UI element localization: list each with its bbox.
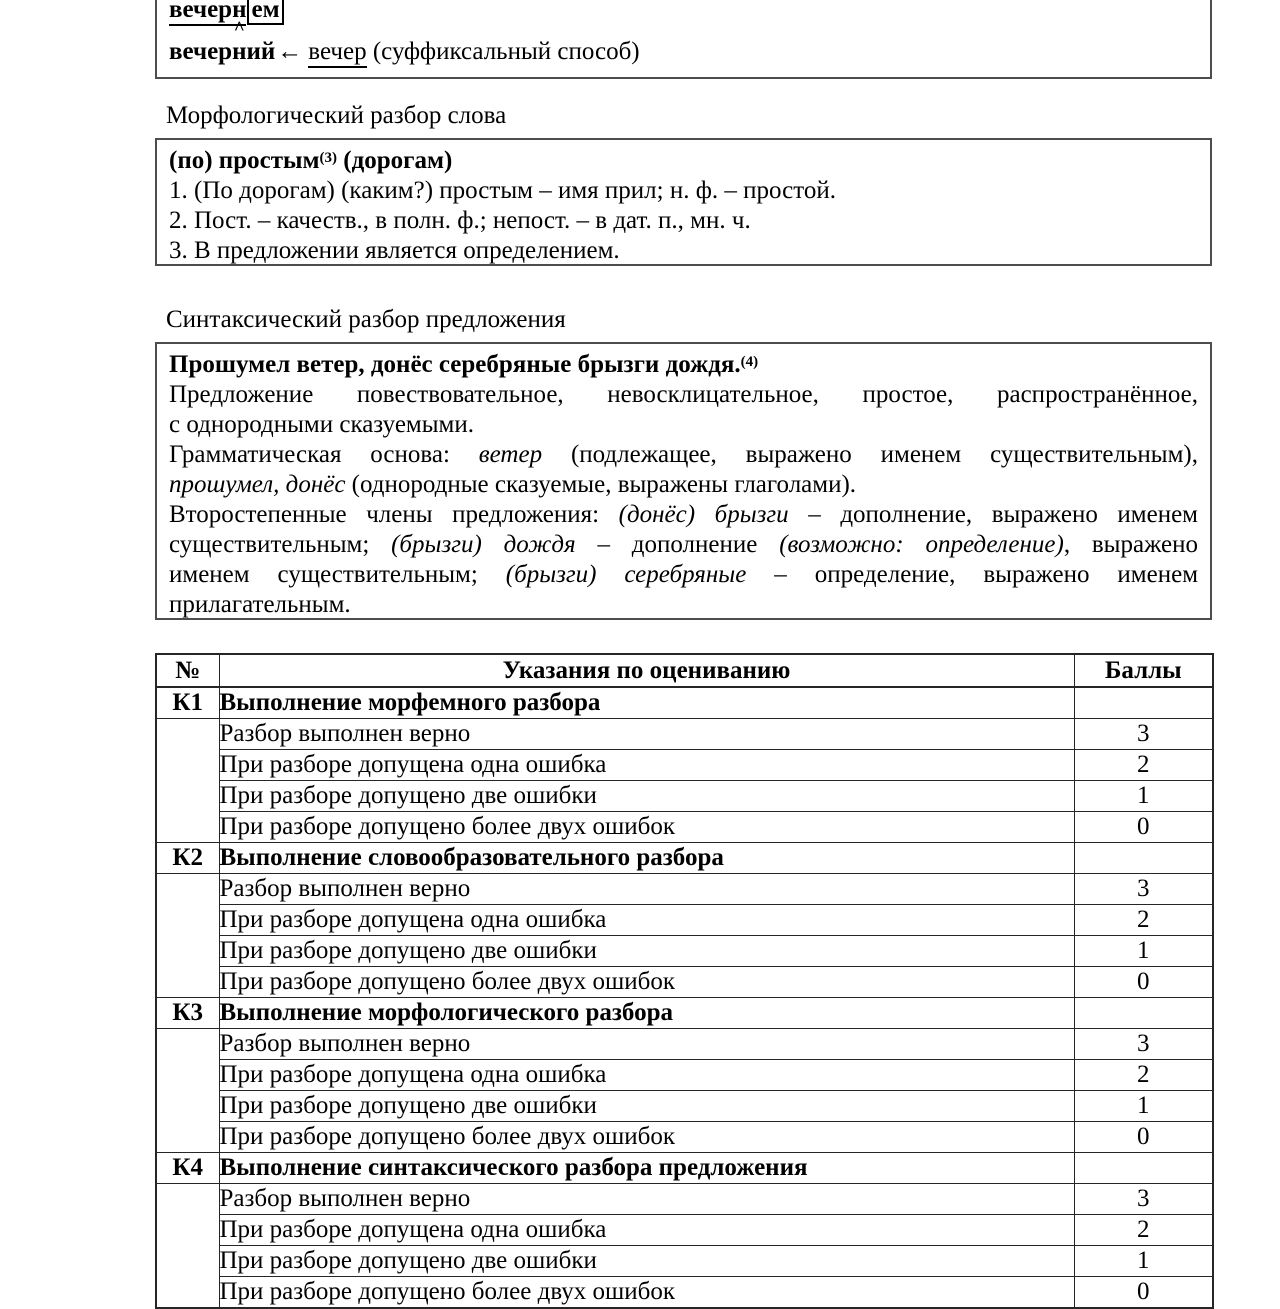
syntax-analysis-box	[155, 342, 1212, 620]
criterion-title-cell: Выполнение синтаксического разбора предложения	[219, 1153, 1074, 1184]
score-desc-cell: Разбор выполнен верно	[219, 719, 1074, 750]
criterion-id-spacer	[156, 1029, 219, 1153]
score-desc-cell: При разборе допущено более двух ошибок	[219, 1122, 1074, 1153]
table-row	[156, 1122, 1213, 1153]
criterion-id-spacer	[156, 1184, 219, 1309]
table-row	[156, 1060, 1213, 1091]
table-row	[156, 967, 1213, 998]
col-header-criteria: Указания по оцениванию	[219, 654, 1074, 687]
criterion-id-spacer	[156, 719, 219, 843]
table-row	[156, 874, 1213, 905]
derived-word-start: вечер	[169, 38, 233, 65]
table-row	[156, 1215, 1213, 1246]
derivation-method: (суффиксальный способ)	[372, 38, 640, 65]
criterion-id-cell: К4	[156, 1153, 219, 1184]
word-stem-underlined: вечерн	[169, 0, 246, 26]
left-arrow-icon: ←	[277, 38, 303, 65]
derived-word-end: ий	[246, 38, 276, 65]
morph-item-2: 2. Пост. – качеств., в полн. ф.; непост. – в дат. п., мн. ч.	[169, 207, 751, 234]
criterion-k3-row	[156, 998, 1213, 1029]
score-desc-cell: При разборе допущено более двух ошибок	[219, 812, 1074, 843]
criterion-points-cell	[1074, 1153, 1213, 1184]
morph-item-1: 1. (По дорогам) (каким?) простым – имя прил; н. ф. – простой.	[169, 177, 836, 204]
score-desc-cell: При разборе допущена одна ошибка	[219, 1060, 1074, 1091]
parsed-sentence: Прошумел ветер, донёс серебряные брызги дождя.$^{(4)}$	[169, 351, 759, 378]
morph-item-3: 3. В предложении является определением.	[169, 237, 620, 264]
criterion-id-cell: К2	[156, 843, 219, 874]
score-desc-cell: При разборе допущено две ошибки	[219, 781, 1074, 812]
score-points-cell: 2	[1074, 1060, 1213, 1091]
table-row	[156, 719, 1213, 750]
analyzed-word	[169, 0, 1198, 23]
score-desc-cell: При разборе допущена одна ошибка	[219, 1215, 1074, 1246]
word-number-superscript: (3)	[319, 150, 338, 166]
score-points-cell: 3	[1074, 1184, 1213, 1215]
syntax-line-5: Второстепенные члены предложения: (донёс) брызги – дополнение, выражено именем	[169, 501, 1199, 528]
score-points-cell: 3	[1074, 874, 1213, 905]
score-desc-cell: При разборе допущено две ошибки	[219, 1246, 1074, 1277]
table-row	[156, 750, 1213, 781]
score-desc-cell: При разборе допущено две ошибки	[219, 936, 1074, 967]
sentence-number-superscript: (4)	[740, 354, 759, 370]
criterion-points-cell	[1074, 998, 1213, 1029]
criterion-points-cell	[1074, 687, 1213, 719]
criterion-title-cell: Выполнение словообразовательного разбора	[219, 843, 1074, 874]
morph-title-end: (дорогам)	[337, 147, 453, 174]
criterion-k2-row	[156, 843, 1213, 874]
score-desc-cell: Разбор выполнен верно	[219, 1029, 1074, 1060]
score-points-cell: 0	[1074, 967, 1213, 998]
table-row	[156, 1091, 1213, 1122]
criterion-id-cell: К1	[156, 687, 219, 719]
score-points-cell: 3	[1074, 719, 1213, 750]
score-points-cell: 2	[1074, 750, 1213, 781]
table-row	[156, 936, 1213, 967]
col-header-points: Баллы	[1074, 654, 1213, 687]
score-points-cell: 0	[1074, 1122, 1213, 1153]
col-header-number: №	[156, 654, 219, 687]
criterion-id-cell: К3	[156, 998, 219, 1029]
word-ending-boxed: ем	[247, 0, 283, 25]
table-row	[156, 812, 1213, 843]
criterion-title-cell: Выполнение морфемного разбора	[219, 687, 1074, 719]
criterion-k4-row	[156, 1153, 1213, 1184]
morph-title-line	[169, 146, 1198, 176]
table-row	[156, 781, 1213, 812]
score-points-cell: 1	[1074, 1091, 1213, 1122]
criterion-id-spacer	[156, 874, 219, 998]
score-points-cell: 2	[1074, 1215, 1213, 1246]
score-desc-cell: При разборе допущена одна ошибка	[219, 905, 1074, 936]
morph-analysis-box	[155, 138, 1212, 266]
syntax-line-2: с однородными сказуемыми.	[169, 411, 474, 438]
score-desc-cell: При разборе допущено две ошибки	[219, 1091, 1074, 1122]
syntax-analysis-heading: Синтаксический разбор предложения	[166, 306, 566, 333]
table-row	[156, 1029, 1213, 1060]
score-points-cell: 1	[1074, 1246, 1213, 1277]
morph-analysis-heading: Морфологический разбор слова	[166, 102, 507, 129]
score-points-cell: 1	[1074, 781, 1213, 812]
table-row	[156, 1184, 1213, 1215]
criterion-points-cell	[1074, 843, 1213, 874]
base-word-underlined: вечер	[308, 38, 366, 68]
table-row	[156, 1277, 1213, 1309]
score-points-cell: 2	[1074, 905, 1213, 936]
score-desc-cell: При разборе допущено более двух ошибок	[219, 967, 1074, 998]
syntax-line-4: прошумел, донёс (однородные сказуемые, выражены глаголами).	[169, 471, 857, 498]
score-desc-cell: Разбор выполнен верно	[219, 1184, 1074, 1215]
syntax-line-1: Предложение повествовательное, невосклицательное, простое, распространённое,	[169, 381, 1198, 408]
derived-word	[169, 18, 276, 65]
table-header-row	[156, 654, 1213, 687]
score-desc-cell: Разбор выполнен верно	[219, 874, 1074, 905]
table-row	[156, 1246, 1213, 1277]
score-desc-cell: При разборе допущена одна ошибка	[219, 750, 1074, 781]
table-row	[156, 905, 1213, 936]
suffix-caret-icon: ^	[233, 18, 245, 39]
syntax-line-6: существительным; (брызги) дождя – дополнение (возможно: определение), выражено	[169, 531, 1198, 558]
derivation-line	[169, 18, 1198, 71]
syntax-line-3: Грамматическая основа: ветер (подлежащее, выражено именем существительным),	[169, 441, 1198, 468]
score-desc-cell: При разборе допущено более двух ошибок	[219, 1277, 1074, 1309]
score-points-cell: 0	[1074, 1277, 1213, 1309]
morph-title-start: (по) простым	[169, 147, 320, 174]
criterion-k1-row	[156, 687, 1213, 719]
score-points-cell: 0	[1074, 812, 1213, 843]
syntax-line-7: именем существительным; (брызги) серебряные – определение, выражено именем	[169, 561, 1199, 588]
criterion-title-cell: Выполнение морфологического разбора	[219, 998, 1074, 1029]
word-formation-box	[155, 0, 1212, 79]
suffix-letter: ^ н	[232, 18, 247, 65]
scoring-table	[155, 653, 1214, 1309]
score-points-cell: 1	[1074, 936, 1213, 967]
syntax-line-8: прилагательным.	[169, 591, 351, 618]
score-points-cell: 3	[1074, 1029, 1213, 1060]
